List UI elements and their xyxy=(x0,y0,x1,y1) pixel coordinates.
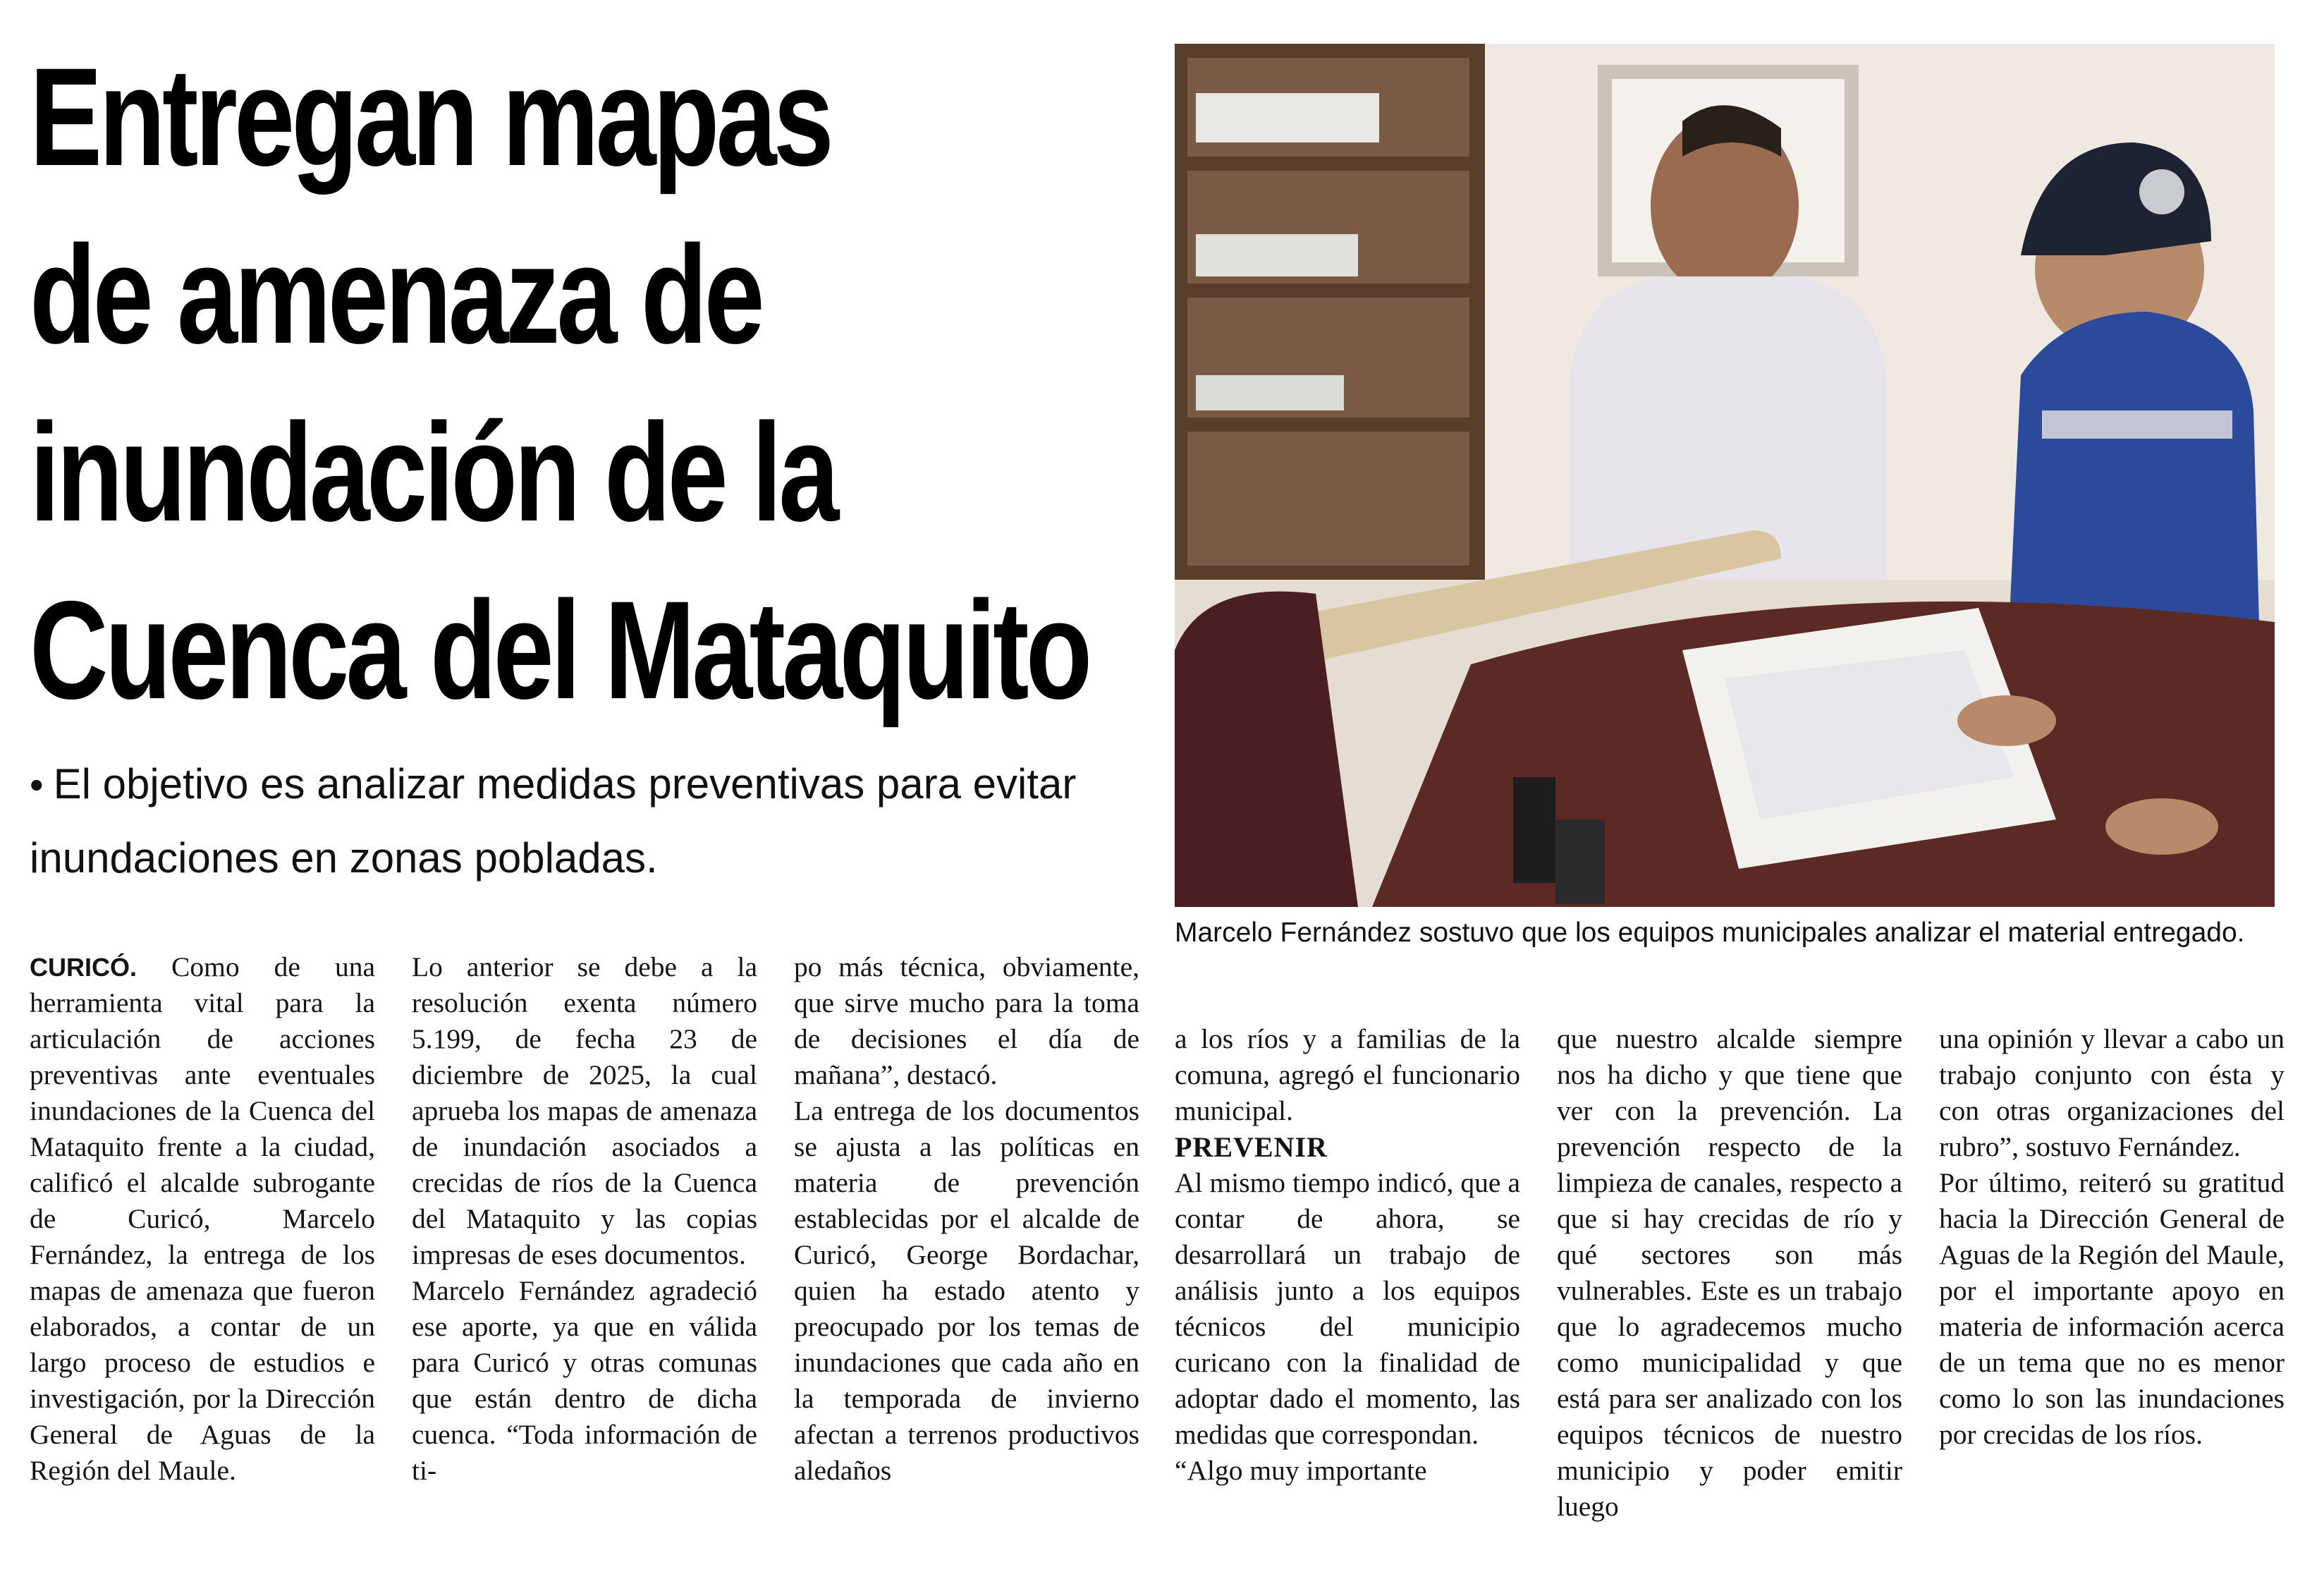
paragraph: una opinión y llevar a cabo un trabajo conjunto con ésta y con otras organizaciones del rubro”, sostuvo Fernández. xyxy=(1939,1023,2285,1162)
paragraph: Al mismo tiempo indicó, que a contar de ahora, se desarrollará un trabajo de análisis junto a los equipos técnicos del municipio curicano con la finalidad de adoptar dado el momento, las medidas que correspondan. xyxy=(1175,1167,1520,1450)
paragraph: Por último, reiteró su gratitud hacia la Dirección General de Aguas de la Región del Maule, por el importante apoyo en materia de información acerca de un tema que no es menor como lo son las inundaciones por crecidas de los ríos. xyxy=(1939,1167,2285,1450)
headline-line-3: inundación de la xyxy=(30,394,836,550)
paragraph-text: Como de una herramienta vital para la articulación de acciones preventivas ante eventuales inundaciones de la Cuenca del Mataquito frente a la ciudad, calificó el alcalde subrogante de Curicó, Marcelo Fernández, la entrega de los mapas de amenaza que fueron elaborados, a contar de un largo proceso de estudios e investigación, por la Dirección General de Aguas de la Región del Maule. xyxy=(30,951,375,1486)
paragraph: Marcelo Fernández agradeció ese aporte, ya que en válida para Curicó y otras comunas que están dentro de dicha cuenca. “Toda información de ti- xyxy=(412,1275,757,1486)
photo-image xyxy=(1175,44,2275,907)
article-column-5 xyxy=(1557,1021,1902,1525)
headline-line-4: Cuenca del Mataquito xyxy=(30,572,1089,728)
photo-caption: Marcelo Fernández sostuvo que los equipos municipales analizar el material entregado. xyxy=(1175,918,2245,948)
headline xyxy=(30,28,1089,739)
bullet-icon: • xyxy=(30,762,44,807)
article-column-3 xyxy=(794,949,1139,1489)
dateline: CURICÓ. xyxy=(30,953,137,982)
article-column-6 xyxy=(1939,1021,2285,1453)
paragraph: a los ríos y a familias de la comuna, agregó el funcionario municipal. xyxy=(1175,1023,1520,1126)
section-subhead: PREVENIR xyxy=(1175,1131,1328,1163)
article-photo xyxy=(1175,44,2275,907)
paragraph: La entrega de los documentos se ajusta a las políticas en materia de prevención establecidas por el alcalde de Curicó, George Bordachar, quien ha estado atento y preocupado por los temas de inundaciones que cada año en la temporada de invierno afectan a terrenos productivos aledaños xyxy=(794,1095,1139,1486)
article-column-1 xyxy=(30,949,375,1489)
paragraph: Lo anterior se debe a la resolución exenta número 5.199, de fecha 23 de diciembre de 2025, la cual aprueba los mapas de amenaza de inundación asociados a crecidas de ríos de la Cuenca del Mataquito y las copias impresas de eses documentos. xyxy=(412,951,757,1270)
paragraph xyxy=(30,949,375,1489)
paragraph: po más técnica, obviamente, que sirve mucho para la toma de decisiones el día de mañana”, destacó. xyxy=(794,951,1139,1090)
summary-text: El objetivo es analizar medidas preventivas para evitar inundaciones en zonas pobladas. xyxy=(30,760,1077,882)
summary xyxy=(30,748,1130,895)
headline-line-1: Entregan mapas xyxy=(30,39,831,195)
headline-line-2: de amenaza de xyxy=(30,217,762,372)
article-column-4 xyxy=(1175,1021,1520,1489)
article-column-2 xyxy=(412,949,757,1489)
paragraph: que nuestro alcalde siempre nos ha dicho y que tiene que ver con la prevención. La prevención respecto de la limpieza de canales, respecto a que si hay crecidas de río y qué sectores son más vulnerables. Este es un trabajo que lo agradecemos mucho como municipalidad y que está para ser analizado con los equipos técnicos de nuestro municipio y poder emitir luego xyxy=(1557,1023,1902,1522)
paragraph: “Algo muy importante xyxy=(1175,1455,1427,1486)
